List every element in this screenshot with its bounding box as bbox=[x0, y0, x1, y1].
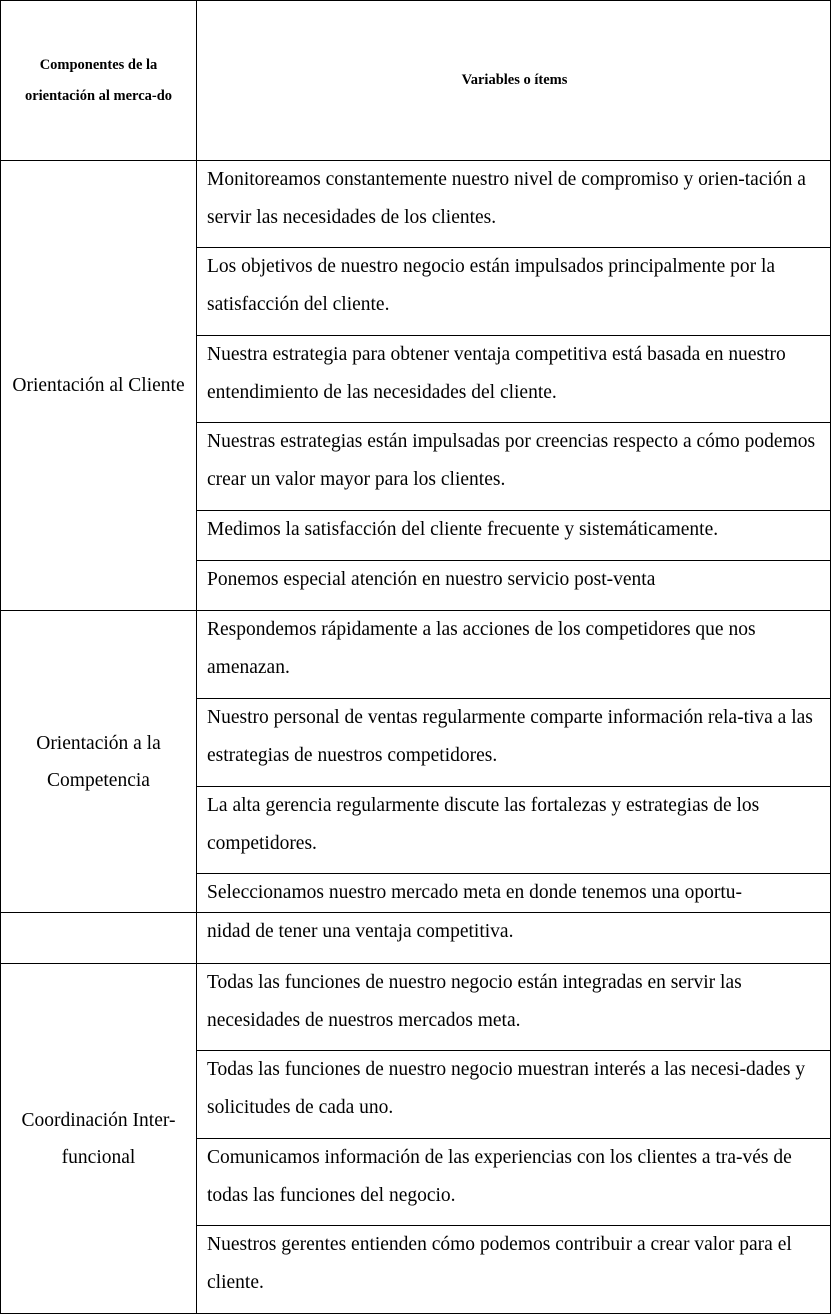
item-row bbox=[196, 422, 831, 511]
header-variables bbox=[196, 0, 831, 161]
item-text: Todas las funciones de nuestro negocio muestran interés a las necesi-dades y solicitudes de cada uno. bbox=[207, 1059, 806, 1118]
item-row bbox=[196, 335, 831, 423]
group-label-coordinacion bbox=[0, 963, 197, 1314]
group-label-text: Orientación a la Competencia bbox=[36, 732, 161, 791]
item-row bbox=[196, 912, 831, 964]
item-row bbox=[196, 1050, 831, 1139]
item-text: La alta gerencia regularmente discute las fortalezas y estrategias de los competidores. bbox=[207, 795, 760, 854]
item-text: Nuestras estrategias están impulsadas por creencias respecto a cómo podemos crear un valor mayor para los clientes. bbox=[207, 431, 816, 490]
header-components bbox=[0, 0, 197, 161]
group-label-text: Coordinación Inter-funcional bbox=[21, 1109, 176, 1168]
item-text: nidad de tener una ventaja competitiva. bbox=[207, 921, 514, 942]
item-row bbox=[196, 247, 831, 336]
item-text: Seleccionamos nuestro mercado meta en donde tenemos una oportu- bbox=[207, 882, 742, 903]
item-row bbox=[196, 1225, 831, 1314]
item-row bbox=[196, 963, 831, 1051]
item-text: Comunicamos información de las experiencias con los clientes a tra-vés de todas las funciones del negocio. bbox=[207, 1147, 792, 1206]
header-components-text: Componentes de la orientación al merca-do bbox=[24, 56, 173, 104]
item-row bbox=[196, 786, 831, 874]
item-text: Nuestro personal de ventas regularmente comparte información rela-tiva a las estrategias de nuestros competidores. bbox=[207, 707, 813, 766]
group-label-text: Orientación al Cliente bbox=[12, 375, 185, 396]
item-row bbox=[196, 510, 831, 561]
item-row bbox=[196, 160, 831, 248]
item-row bbox=[196, 560, 831, 611]
item-text: Los objetivos de nuestro negocio están impulsados principalmente por la satisfacción del cliente. bbox=[207, 256, 776, 315]
item-row bbox=[196, 610, 831, 699]
header-variables-text: Variables o ítems bbox=[461, 72, 568, 88]
item-row bbox=[196, 698, 831, 787]
item-text: Medimos la satisfacción del cliente frecuente y sistemáticamente. bbox=[207, 519, 719, 540]
group-label-cliente bbox=[0, 160, 197, 611]
item-text: Nuestros gerentes entienden cómo podemos contribuir a crear valor para el cliente. bbox=[207, 1234, 792, 1293]
item-text: Monitoreamos constantemente nuestro nivel de compromiso y orien-tación a servir las necesidades de los clientes. bbox=[207, 169, 806, 228]
item-text: Nuestra estrategia para obtener ventaja competitiva está basada en nuestro entendimiento de las necesidades del cliente. bbox=[207, 344, 786, 403]
item-row bbox=[196, 1138, 831, 1226]
item-text: Respondemos rápidamente a las acciones de los competidores que nos amenazan. bbox=[207, 619, 756, 678]
item-text: Ponemos especial atención en nuestro servicio post-venta bbox=[207, 569, 656, 590]
empty-label-cell bbox=[0, 912, 197, 964]
item-row bbox=[196, 873, 831, 913]
item-text: Todas las funciones de nuestro negocio están integradas en servir las necesidades de nuestros mercados meta. bbox=[207, 972, 742, 1031]
group-label-competencia bbox=[0, 610, 197, 913]
